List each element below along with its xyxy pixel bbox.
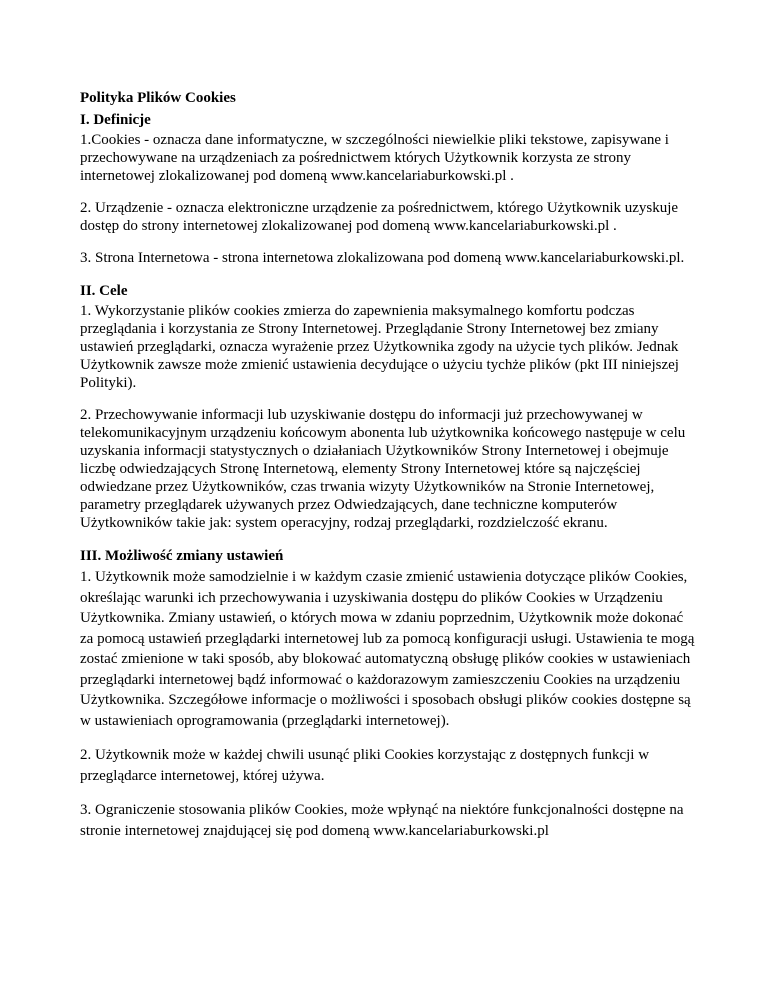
paragraph: 1. Użytkownik może samodzielnie i w każdym czasie zmienić ustawienia dotyczące plików Cookies, określając warunki ich przechowywania i uzyskiwania dostępu do plików Cookies w Urządzeniu Użytkownika. Zmiany ustawień, o których mowa w zdaniu poprzednim, Użytkownik może dokonać za pomocą ustawień przeglądarki internetowej lub za pomocą konfiguracji usługi. Ustawienia te mogą zostać zmienione w taki sposób, aby blokować automatyczną obsługę plików cookies w ustawieniach przeglądarki internetowej bądź informować o każdorazowym zamieszczeniu Cookies na urządzeniu Użytkownika. Szczegółowe informacje o możliwości i sposobach obsługi plików cookies dostępne są w ustawieniach oprogramowania (przeglądarki internetowej).	[80, 569, 695, 729]
section-goals	[80, 281, 700, 532]
document-page	[80, 88, 700, 855]
section-definitions	[80, 110, 700, 267]
paragraph: 3. Ograniczenie stosowania plików Cookies, może wpłynąć na niektóre funkcjonalności dostępne na stronie internetowej znajdującej się pod domeną www.kancelariaburkowski.pl	[80, 802, 684, 839]
paragraph: 2. Użytkownik może w każdej chwili usunąć pliki Cookies korzystając z dostępnych funkcji w przeglądarce internetowej, której używa.	[80, 747, 650, 784]
section-settings	[80, 546, 700, 841]
paragraph: 1. Wykorzystanie plików cookies zmierza do zapewnienia maksymalnego komfortu podczas przeglądania i korzystania ze Strony Internetowej. Przeglądanie Strony Internetowej bez zmiany ustawień przeglądarki, oznacza wyrażenie przez Użytkownika zgody na użycie tych plików. Jednak Użytkownik zawsze może zmienić ustawienia decydujące o użyciu tychże plików (pkt III niniejszej Polityki).	[80, 303, 679, 391]
paragraph: 3. Strona Internetowa - strona internetowa zlokalizowana pod domeną www.kancelariaburkowski.pl.	[80, 250, 685, 266]
paragraph: 1.Cookies - oznacza dane informatyczne, w szczególności niewielkie pliki tekstowe, zapisywane i przechowywane na urządzeniach za pośrednictwem których Użytkownik korzysta ze strony internetowej zlokalizowanej pod domeną www.kancelariaburkowski.pl .	[80, 132, 669, 184]
section-heading: II. Cele	[80, 283, 128, 299]
paragraph: 2. Przechowywanie informacji lub uzyskiwanie dostępu do informacji już przechowywanej w telekomunikacyjnym urządzeniu końcowym abonenta lub użytkownika końcowego następuje w celu uzyskania informacji statystycznych o działaniach Użytkowników Strony Internetowej i obejmuje liczbę odwiedzających Stronę Internetową, elementy Strony Internetowej które są najczęściej odwiedzane przez Użytkowników, czas trwania wizyty Użytkowników na Stronie Internetowej, parametry przeglądarek używanych przez Odwiedzających, dane techniczne komputerów Użytkowników takie jak: system operacyjny, rodzaj przeglądarki, rozdzielczość ekranu.	[80, 407, 686, 531]
document-title: Polityka Plików Cookies	[80, 90, 236, 106]
paragraph: 2. Urządzenie - oznacza elektroniczne urządzenie za pośrednictwem, którego Użytkownik uzyskuje dostęp do strony internetowej zlokalizowanej pod domeną www.kancelariaburkowski.pl .	[80, 200, 679, 234]
section-heading: III. Możliwość zmiany ustawień	[80, 548, 284, 564]
section-heading: I. Definicje	[80, 112, 151, 128]
